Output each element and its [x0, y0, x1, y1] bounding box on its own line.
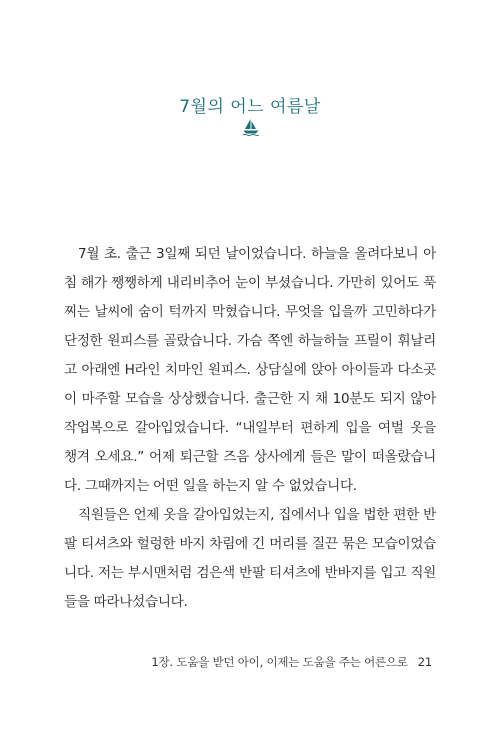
running-header: 1장. 도움을 받던 아이, 이제는 도움을 주는 어른으로 [151, 655, 408, 669]
sailboat-icon [242, 118, 260, 136]
paragraph: 7월 초. 출근 3일째 되던 날이었습니다. 하늘을 올려다보니 아침 해가 쨍쨍하게 내리비추어 눈이 부셨습니다. 가만히 있어도 푹 찌는 날씨에 숨이 턱까지 막혔습니다. 무엇을 입을까 고민하다가 단정한 원피스를 골랐습니다. 가슴 쪽엔 하늘하늘 프릴이 휘날리고 아래엔 H라인 치마인 원피스. 상담실에 앉아 아이들과 다소곳이 마주할 모습을 상상했습니다. 출근한 지 채 10분도 되지 않아 작업복으로 갈아입었습니다. “내일부터 편하게 입을 여벌 옷을 챙겨 오세요.” 어제 퇴근할 즈음 상사에게 들은 말이 떠올랐습니다. 그때까지는 어떤 일을 하는지 알 수 없었습니다. [64, 246, 436, 494]
page-number: 21 [417, 655, 432, 669]
chapter-title: 7월의 어느 여름날 [179, 97, 321, 117]
paragraph: 직원들은 언제 옷을 갈아입었는지, 집에서나 입을 법한 편한 반팔 티셔츠와 헐렁한 바지 차림에 긴 머리를 질끈 묶은 모습이었습니다. 저는 부시맨처럼 검은색 반팔 티셔츠에 반바지를 입고 직원들을 따라나섰습니다. [64, 507, 436, 610]
page-footer [151, 654, 432, 670]
body-text [64, 240, 436, 617]
